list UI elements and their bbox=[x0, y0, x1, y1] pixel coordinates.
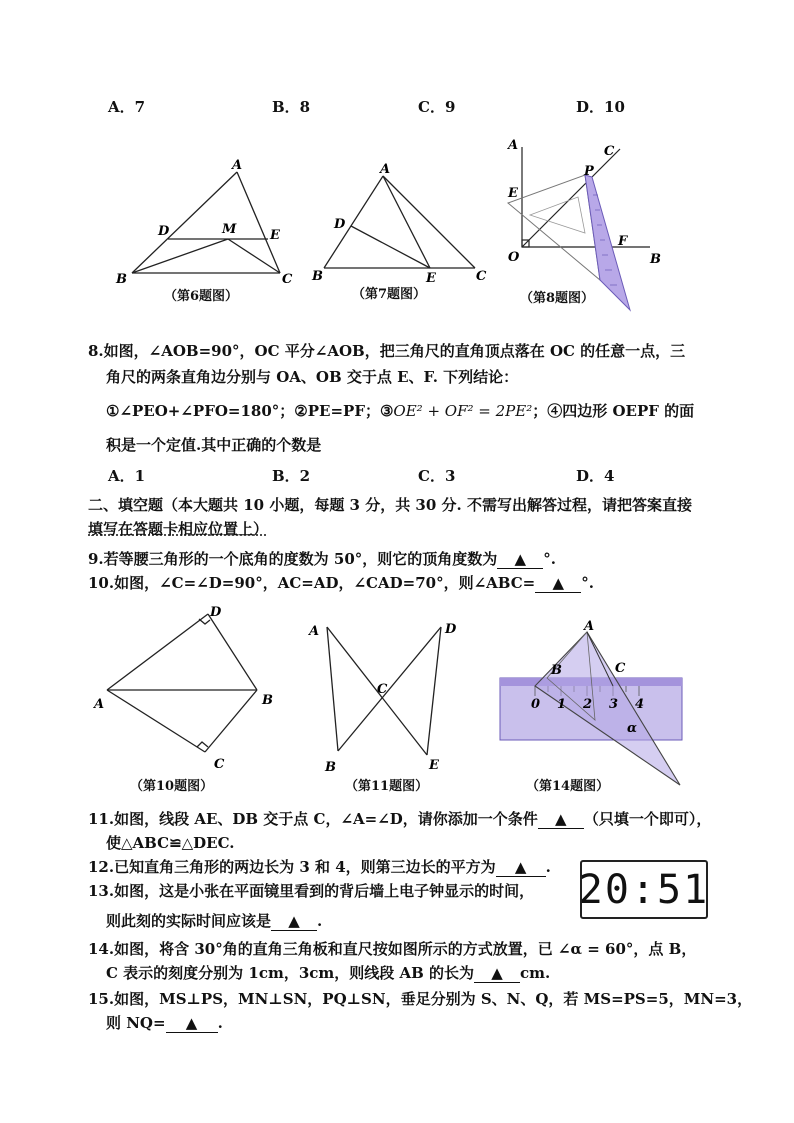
fig8-label-a: A bbox=[508, 138, 519, 153]
fig11-label-e: E bbox=[429, 758, 439, 773]
q12-blank: ▲ bbox=[496, 858, 546, 877]
ruler-tick-0: 0 bbox=[531, 697, 541, 712]
fig6-label-d: D bbox=[158, 224, 170, 239]
q8-line3a: ①∠PEO+∠PFO=180°；②PE=PF；③ bbox=[106, 402, 394, 420]
fig10-label-c: C bbox=[214, 757, 225, 772]
fig14-caption: （第14题图） bbox=[526, 779, 610, 794]
q11-line1 bbox=[88, 808, 711, 829]
q8-option-c: C．3 bbox=[418, 467, 456, 485]
figure-14 bbox=[495, 620, 695, 795]
q12 bbox=[88, 856, 551, 877]
ruler-tick-1: 1 bbox=[557, 697, 567, 712]
q8-line2: 角尺的两条直角边分别与 OA、OB 交于点 E、F. 下列结论： bbox=[106, 368, 519, 386]
fig7-label-b: B bbox=[312, 269, 323, 284]
q10-text: 10.如图，∠C=∠D=90°，AC=AD，∠CAD=70°，则∠ABC= bbox=[88, 574, 536, 592]
fig10-caption: （第10题图） bbox=[130, 779, 214, 794]
ruler-tick-2: 2 bbox=[583, 697, 593, 712]
fig11-label-a: A bbox=[309, 624, 320, 639]
q8-option-b: B．2 bbox=[272, 467, 311, 485]
figure-11 bbox=[305, 615, 475, 775]
q12-text: 12.已知直角三角形的两边长为 3 和 4，则第三边长的平方为 bbox=[88, 858, 496, 876]
q11-text: 11.如图，线段 AE、DB 交于点 C，∠A=∠D，请你添加一个条件 bbox=[88, 810, 538, 828]
fig8-label-b: B bbox=[650, 252, 661, 267]
q11-end: （只填一个即可）， bbox=[583, 810, 712, 828]
fig6-label-a: A bbox=[232, 158, 243, 173]
fig8-caption: （第8题图） bbox=[520, 291, 595, 306]
q10-blank: ▲ bbox=[535, 574, 581, 593]
fig11-caption: （第11题图） bbox=[345, 779, 429, 794]
section2-heading-2 bbox=[88, 518, 268, 539]
clock-display: 20:51 bbox=[578, 866, 710, 913]
fig6-label-m: M bbox=[222, 222, 237, 237]
q15-line1: 15.如图，MS⊥PS，MN⊥SN，PQ⊥SN，垂足分别为 S、N、Q，若 MS=PS=5，MN=3， bbox=[88, 990, 753, 1008]
fig7-label-a: A bbox=[380, 162, 391, 177]
q13-line2 bbox=[106, 910, 322, 931]
fig11-label-d: D bbox=[445, 622, 457, 637]
ruler-tick-3: 3 bbox=[609, 697, 619, 712]
q8-formula: OE² + OF² = 2PE² bbox=[393, 402, 533, 420]
digital-clock bbox=[580, 860, 708, 919]
fig7-label-d: D bbox=[334, 217, 346, 232]
fig14-label-c: C bbox=[615, 661, 626, 676]
fig14-label-b: B bbox=[551, 663, 562, 678]
q9-text: 9.若等腰三角形的一个底角的度数为 50°，则它的顶角度数为 bbox=[88, 550, 498, 568]
q14-blank: ▲ bbox=[474, 964, 520, 983]
fig11-label-c: C bbox=[377, 682, 388, 697]
figure-6 bbox=[110, 155, 310, 295]
option-c: C．9 bbox=[418, 98, 456, 116]
q9-end: °. bbox=[543, 550, 556, 568]
q10 bbox=[88, 572, 594, 593]
fig7-caption: （第7题图） bbox=[352, 287, 427, 302]
ruler-tick-4: 4 bbox=[635, 697, 645, 712]
q9-blank: ▲ bbox=[497, 550, 543, 569]
q8-line3b: ；④四边形 OEPF 的面 bbox=[532, 402, 695, 420]
option-a: A．7 bbox=[108, 98, 146, 116]
q8-line4: 积是一个定值.其中正确的个数是 bbox=[106, 436, 322, 454]
figure-10 bbox=[92, 600, 292, 770]
fig6-caption: （第6题图） bbox=[164, 289, 239, 304]
q9 bbox=[88, 548, 556, 569]
fig6-label-e: E bbox=[270, 228, 280, 243]
q15-text: 则 NQ= bbox=[106, 1014, 166, 1032]
fig8-label-f: F bbox=[618, 234, 628, 249]
q12-end: . bbox=[545, 858, 551, 876]
q13-line1: 13.如图，这是小张在平面镜里看到的背后墙上电子钟显示的时间， bbox=[88, 882, 535, 900]
q8-option-a: A．1 bbox=[108, 467, 146, 485]
q14-line1: 14.如图，将含 30°角的直角三角板和直尺按如图所示的方式放置，已 ∠α = 60°，点 B， bbox=[88, 940, 697, 958]
q11-blank: ▲ bbox=[538, 810, 584, 829]
fig7-label-e: E bbox=[426, 271, 436, 286]
q13-end: . bbox=[317, 912, 323, 930]
q10-end: °. bbox=[581, 574, 594, 592]
section2-heading: 二、填空题（本大题共 10 小题，每题 3 分，共 30 分. 不需写出解答过程，请把答案直接 bbox=[88, 496, 692, 514]
option-b: B．8 bbox=[272, 98, 311, 116]
option-d: D．10 bbox=[576, 98, 625, 116]
fig11-label-b: B bbox=[325, 760, 336, 775]
fig8-label-e: E bbox=[508, 186, 518, 201]
fig6-label-b: B bbox=[116, 272, 127, 287]
figure-7 bbox=[310, 158, 500, 288]
fig10-label-a: A bbox=[94, 697, 105, 712]
fig10-label-d: D bbox=[210, 605, 222, 620]
q13-text: 则此刻的实际时间应该是 bbox=[106, 912, 272, 930]
fig8-label-o: O bbox=[508, 250, 520, 265]
fig8-label-c: C bbox=[604, 144, 615, 159]
fig6-label-c: C bbox=[282, 272, 293, 287]
fig10-label-b: B bbox=[262, 693, 273, 708]
q15-blank: ▲ bbox=[166, 1014, 218, 1033]
fig7-label-c: C bbox=[476, 269, 487, 284]
q14-text: C 表示的刻度分别为 1cm，3cm，则线段 AB 的长为 bbox=[106, 964, 475, 982]
q14-end: cm. bbox=[520, 964, 551, 982]
q8-line3 bbox=[106, 400, 694, 421]
q14-line2 bbox=[106, 962, 550, 983]
q15-end: . bbox=[217, 1014, 223, 1032]
fig14-label-alpha: α bbox=[627, 721, 638, 736]
q8-option-d: D．4 bbox=[576, 467, 615, 485]
q8-line1: 8.如图，∠AOB=90°，OC 平分∠AOB，把三角尺的直角顶点落在 OC 的任意一点，三 bbox=[88, 342, 686, 360]
section2-line2: 填写在答题卡相应位置上） bbox=[88, 520, 269, 538]
q11-line2: 使△ABC≌△DEC. bbox=[106, 834, 235, 852]
q15-line2 bbox=[106, 1012, 223, 1033]
fig14-label-a: A bbox=[584, 619, 595, 634]
fig8-label-p: P bbox=[584, 164, 594, 179]
q13-blank: ▲ bbox=[271, 912, 317, 931]
